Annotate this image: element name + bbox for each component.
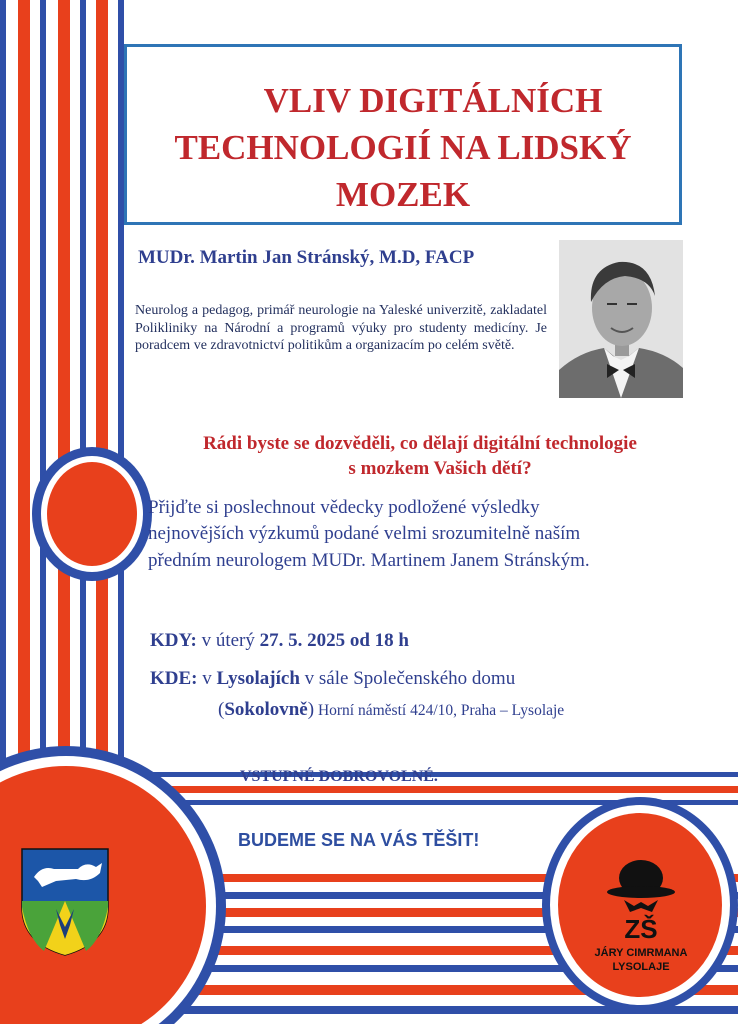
- where-prefix: v: [197, 668, 217, 689]
- paren-close: ): [307, 699, 315, 720]
- where-label: KDE:: [150, 668, 198, 689]
- where-venue: Sokolovně: [224, 699, 308, 720]
- school-logo: [586, 852, 696, 980]
- event-when: [150, 630, 409, 652]
- school-logo-zs: ZŠ: [624, 914, 658, 944]
- speaker-name: MUDr. Martin Jan Stránský, M.D, FACP: [138, 247, 475, 268]
- welcome-message: BUDEME SE NA VÁS TĚŠIT!: [238, 830, 480, 850]
- where-address: Horní náměstí 424/10, Praha – Lysolaje: [314, 702, 565, 719]
- title-line-2: TECHNOLOGIÍ NA LIDSKÝ: [174, 128, 632, 167]
- when-label: KDY:: [150, 630, 197, 651]
- left-circle-small: [32, 447, 152, 581]
- title-line-1: VLIV DIGITÁLNÍCH: [263, 81, 603, 120]
- entry-fee: VSTUPNÉ DOBROVOLNÉ.: [240, 768, 438, 785]
- when-date: 27. 5. 2025 od 18 h: [259, 630, 409, 651]
- question-line-2: s mozkem Vašich dětí?: [348, 458, 532, 479]
- speaker-photo: [559, 240, 683, 398]
- when-prefix: v úterý: [196, 630, 260, 651]
- invite-line-3: předním neurologem MUDr. Martinem Janem Stránským.: [148, 550, 590, 571]
- event-where: [150, 668, 515, 690]
- speaker-bio: Neurolog a pedagog, primář neurologie na Yaleské univerzitě, zakladatel Polikliniky na Národní a programů výuky pro studenty medicíny. Je poradcem ve zdravotnictví politikům a organizacím po celém světě.: [135, 303, 547, 353]
- paren-open: (: [218, 699, 225, 720]
- invite-line-1: Přijďte si poslechnout vědecky podložené výsledky: [148, 497, 540, 518]
- event-address: [218, 699, 564, 721]
- school-logo-place: LYSOLAJE: [612, 961, 670, 973]
- where-rest: v sále Společenského domu: [299, 668, 516, 689]
- lysolaje-coat-of-arms: [20, 847, 110, 957]
- school-logo-name: JÁRY CIMRMANA: [594, 947, 688, 959]
- invite-line-2: nejnovějších výzkumů podané velmi srozumitelně naším: [148, 523, 581, 544]
- question-line-1: Rádi byste se dozvěděli, co dělají digitální technologie: [203, 433, 637, 454]
- where-place: Lysolajích: [216, 668, 300, 689]
- title-line-3: MOZEK: [335, 175, 471, 214]
- title-box: [124, 44, 682, 225]
